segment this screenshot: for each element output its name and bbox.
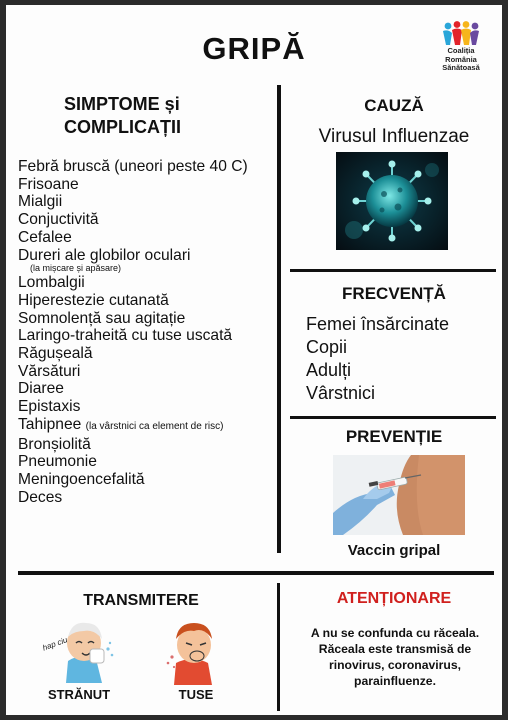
list-item: Copii: [306, 337, 348, 357]
list-item: Dureri ale globilor oculari: [18, 246, 191, 264]
warning-heading: ATENȚIONARE: [336, 590, 452, 607]
list-item: Vârstnici: [306, 383, 376, 403]
bottom-divider: [18, 571, 494, 575]
coalition-logo: [428, 21, 494, 73]
warning-text: A nu se confunda cu răceala. Răceala este transmisă de rinovirus, coronavirus, parainfluenze.: [310, 626, 480, 688]
list-item: Epistaxis: [18, 398, 81, 416]
people-figures-icon: [440, 21, 482, 47]
frequency-list: [306, 313, 449, 405]
cough-label: TUSE: [178, 687, 214, 702]
sneeze-illustration: [50, 613, 120, 683]
transmission-heading: TRANSMITERE: [83, 592, 199, 609]
symptoms-list: [18, 158, 288, 506]
cough-illustration: [164, 615, 228, 685]
list-item: Somnolență sau agitație: [18, 309, 186, 327]
list-item: Deces: [18, 488, 63, 506]
list-item: Pneumonie: [18, 453, 97, 471]
flu-infographic-card: [6, 5, 502, 715]
list-item: Cefalee: [18, 228, 72, 246]
bottom-center-divider: [277, 583, 280, 711]
list-item: Lombalgii: [18, 274, 85, 292]
prevention-heading: PREVENȚIE: [345, 427, 443, 446]
list-item: Diaree: [18, 380, 64, 398]
list-item: Adulți: [306, 360, 352, 380]
frequency-divider: [290, 269, 496, 272]
sneeze-bubble-text: hap ciu: [41, 635, 69, 653]
sneeze-label: STRĂNUT: [47, 687, 111, 702]
symptoms-heading-line-2: COMPLICAȚII: [64, 117, 181, 137]
prevention-divider: [290, 416, 496, 419]
page-title: GRIPĂ: [202, 31, 306, 66]
list-item-note: (la vârstnici ca element de risc): [85, 420, 224, 432]
symptoms-heading: [64, 93, 181, 139]
vaccine-injection-photo: [333, 455, 465, 535]
list-item: Vărsături: [18, 362, 81, 380]
list-item: Frisoane: [18, 175, 79, 193]
list-item: Meningoencefalită: [18, 470, 145, 488]
list-item: Laringo-traheită cu tuse uscată: [18, 327, 233, 345]
list-item: Conjuctivită: [18, 211, 99, 229]
list-item: Bronșiolită: [18, 435, 91, 453]
vaccine-caption: Vaccin gripal: [347, 542, 441, 559]
virus-illustration: [336, 152, 448, 250]
logo-line-3: Sănătoasă: [442, 63, 480, 72]
list-item-text: Tahipnee: [18, 415, 82, 433]
list-item: Femei însărcinate: [306, 314, 450, 334]
list-item-note: (la mișcare și apăsare): [30, 263, 122, 274]
logo-line-1: Coaliția: [447, 46, 475, 55]
logo-line-2: România: [445, 54, 477, 64]
list-item: Hiperestezie cutanată: [18, 291, 169, 309]
list-item: [18, 416, 288, 436]
list-item: Febră bruscă (uneori peste 40 C): [18, 158, 248, 175]
cause-text: Virusul Influenzae: [318, 126, 470, 147]
list-item: Mialgii: [18, 193, 63, 211]
list-item: Răgușeală: [18, 345, 93, 363]
frequency-heading: FRECVENȚĂ: [342, 284, 446, 303]
cause-heading: CAUZĂ: [364, 96, 424, 115]
symptoms-heading-line-1: SIMPTOME și: [64, 94, 180, 114]
